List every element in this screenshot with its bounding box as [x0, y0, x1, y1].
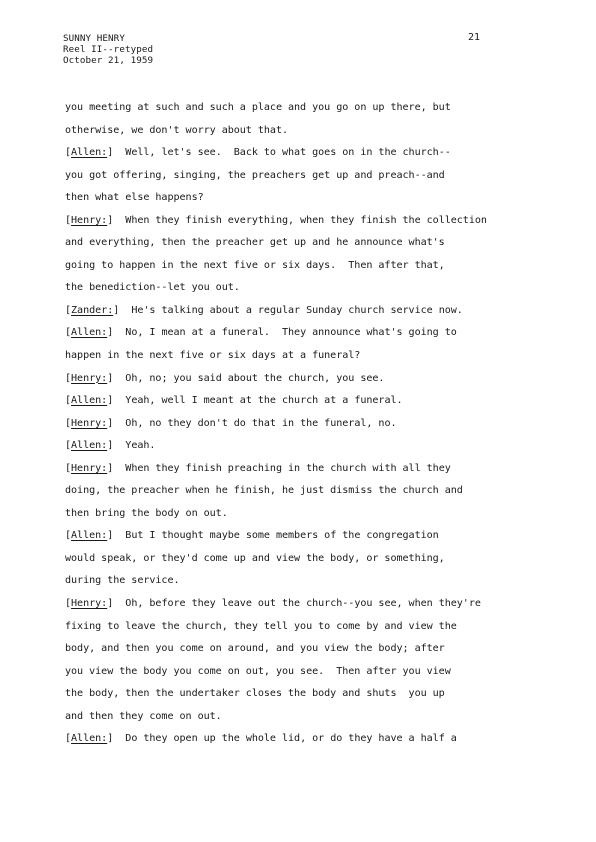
page-header	[63, 33, 153, 66]
transcript-line	[65, 638, 545, 661]
line-text: Well, let's see. Back to what goes on in the church--	[113, 147, 451, 159]
line-text: you got offering, singing, the preachers get up and preach--and	[65, 169, 445, 181]
transcript-line	[65, 277, 545, 300]
line-text: Do they open up the whole lid, or do they have a half a	[113, 733, 457, 745]
transcript-line	[65, 503, 545, 526]
speaker-label: [Allen:]	[65, 395, 114, 407]
line-text: you meeting at such and such a place and you go on up there, but	[65, 102, 451, 113]
transcript-line	[65, 570, 545, 593]
line-text: and then they come on out.	[65, 710, 222, 722]
transcript-line	[65, 142, 545, 165]
speaker-name: Henry:	[71, 598, 108, 610]
transcript-line	[65, 390, 545, 413]
page-number: 21	[468, 32, 481, 43]
line-text: going to happen in the next five or six days. Then after that,	[65, 259, 445, 271]
transcript-line	[65, 435, 545, 458]
line-text: you view the body you come on out, you see. Then after you view	[65, 665, 451, 677]
transcript-line	[65, 300, 545, 323]
transcript-line	[65, 97, 545, 120]
transcript-line	[65, 728, 545, 751]
transcript-line	[65, 368, 545, 391]
transcript-body	[65, 97, 545, 751]
speaker-label: [Allen:]	[65, 440, 114, 452]
line-text: Oh, before they leave out the church--you see, when they're	[113, 598, 481, 610]
line-text: But I thought maybe some members of the congregation	[113, 530, 439, 542]
speaker-name: Allen:	[71, 440, 108, 452]
transcript-line	[65, 593, 545, 616]
speaker-name: Allen:	[71, 733, 108, 745]
line-text: during the service.	[65, 575, 180, 587]
speaker-name: Allen:	[71, 530, 108, 542]
speaker-label: [Allen:]	[65, 147, 114, 159]
line-text: When they finish preaching in the church with all they	[113, 462, 451, 474]
transcript-line	[65, 120, 545, 143]
speaker-name: Henry:	[71, 417, 108, 429]
line-text: doing, the preacher when he finish, he just dismiss the church and	[65, 485, 463, 497]
line-text: Oh, no they don't do that in the funeral, no.	[113, 417, 397, 429]
speaker-label: [Henry:]	[65, 214, 114, 226]
transcript-line	[65, 458, 545, 481]
transcript-line	[65, 413, 545, 436]
transcript-line	[65, 548, 545, 571]
header-interviewee: SUNNY HENRY	[63, 33, 125, 44]
line-text: would speak, or they'd come up and view the body, or something,	[65, 552, 445, 564]
speaker-label: [Allen:]	[65, 530, 114, 542]
header-date: October 21, 1959	[63, 55, 154, 66]
line-text: Yeah.	[113, 440, 156, 452]
speaker-label: [Allen:]	[65, 327, 114, 339]
line-text: When they finish everything, when they finish the collection	[113, 214, 487, 226]
header-reel: Reel II--retyped	[63, 44, 154, 55]
transcript-line	[65, 525, 545, 548]
line-text: He's talking about a regular Sunday church service now.	[119, 304, 463, 316]
line-text: body, and then you come on around, and you view the body; after	[65, 643, 445, 655]
line-text: fixing to leave the church, they tell you to come by and view the	[65, 620, 457, 632]
line-text: otherwise, we don't worry about that.	[65, 124, 288, 136]
line-text: then what else happens?	[65, 192, 204, 204]
transcript-line	[65, 683, 545, 706]
speaker-name: Allen:	[71, 327, 108, 339]
speaker-label: [Henry:]	[65, 598, 114, 610]
line-text: and everything, then the preacher get up and he announce what's	[65, 237, 445, 249]
speaker-name: Allen:	[71, 147, 108, 159]
speaker-name: Henry:	[71, 372, 108, 384]
line-text: the benediction--let you out.	[65, 282, 240, 294]
speaker-label: [Henry:]	[65, 417, 114, 429]
speaker-label: [Henry:]	[65, 462, 114, 474]
transcript-line	[65, 187, 545, 210]
speaker-label: [Henry:]	[65, 372, 114, 384]
transcript-line	[65, 706, 545, 729]
speaker-name: Zander:	[71, 304, 114, 316]
transcript-line	[65, 210, 545, 233]
speaker-name: Henry:	[71, 462, 108, 474]
transcript-line	[65, 345, 545, 368]
speaker-name: Allen:	[71, 395, 108, 407]
speaker-label: [Allen:]	[65, 733, 114, 745]
speaker-name: Henry:	[71, 214, 108, 226]
transcript-line	[65, 661, 545, 684]
line-text: happen in the next five or six days at a funeral?	[65, 350, 361, 362]
transcript-line	[65, 322, 545, 345]
transcript-line	[65, 616, 545, 639]
transcript-line	[65, 480, 545, 503]
line-text: Oh, no; you said about the church, you see.	[113, 372, 385, 384]
line-text: then bring the body on out.	[65, 507, 228, 519]
transcript-line	[65, 255, 545, 278]
transcript-line	[65, 165, 545, 188]
line-text: the body, then the undertaker closes the body and shuts you up	[65, 688, 445, 700]
speaker-label: [Zander:]	[65, 304, 120, 316]
line-text: Yeah, well I meant at the church at a funeral.	[113, 395, 403, 407]
line-text: No, I mean at a funeral. They announce what's going to	[113, 327, 457, 339]
transcript-line	[65, 232, 545, 255]
